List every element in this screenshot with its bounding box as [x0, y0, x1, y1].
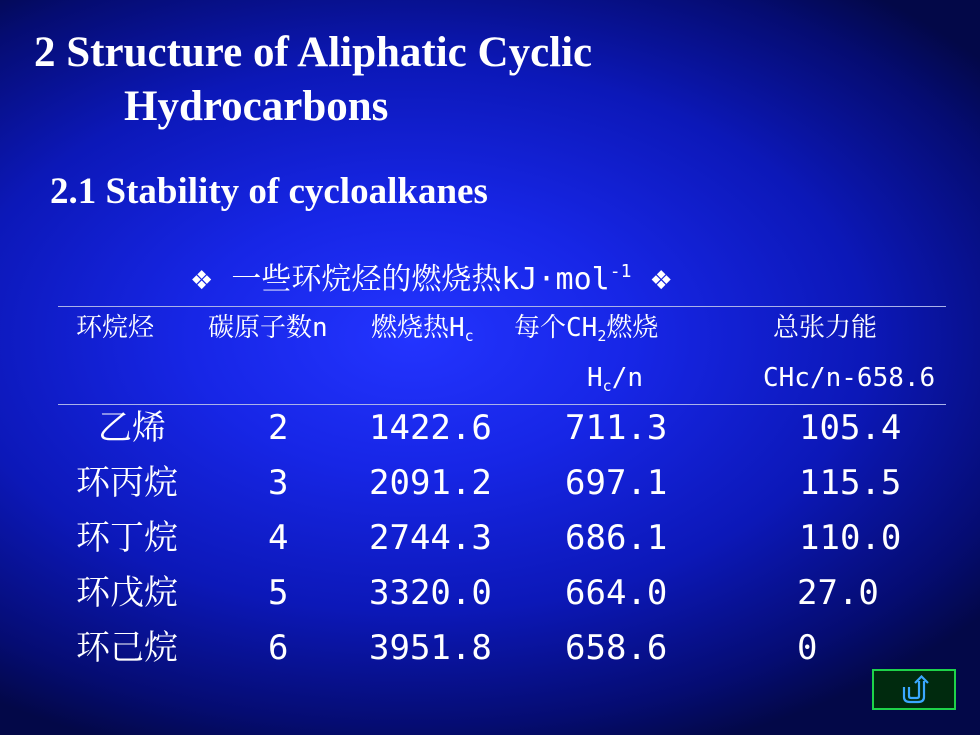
cell-per-ch2: 686.1	[565, 518, 668, 558]
cell-strain: 105.4	[799, 408, 902, 448]
header-carbon-count: 碳原子数n	[208, 313, 328, 343]
caption-text: 一些环烷烃的燃烧热kJ·mol	[213, 262, 610, 297]
cell-hc: 2091.2	[369, 463, 492, 503]
bullet-icon: ❖	[649, 266, 673, 296]
header-per-ch2-formula: $H_c/n$	[587, 363, 643, 395]
header-heat-of-combustion: 燃烧热$H_c$	[371, 313, 474, 345]
bullet-icon: ❖	[190, 266, 214, 296]
cell-name: 乙烯	[98, 408, 166, 448]
cell-name: 环丙烷	[76, 463, 178, 503]
table-top-rule	[58, 306, 946, 307]
cell-hc: 2744.3	[369, 518, 492, 558]
cell-per-ch2: 697.1	[565, 463, 668, 503]
cell-per-ch2: 658.6	[565, 628, 668, 668]
cell-per-ch2: 664.0	[565, 573, 668, 613]
cell-n: 2	[268, 408, 289, 448]
header-cycloalkane: 环烷烃	[76, 313, 155, 343]
caption-superscript: -1	[609, 261, 632, 282]
header-strain-formula: CHc/n-658.6	[763, 363, 936, 393]
cell-name: 环己烷	[76, 628, 178, 668]
cell-hc: 3951.8	[369, 628, 492, 668]
cell-strain: 115.5	[799, 463, 902, 503]
slide-title	[34, 26, 592, 134]
cell-strain: 110.0	[799, 518, 902, 558]
cell-name: 环丁烷	[76, 518, 178, 558]
table-header-rule	[58, 404, 946, 405]
cell-n: 3	[268, 463, 289, 503]
slide-title-line1: 2 Structure of Aliphatic Cyclic	[34, 29, 593, 76]
header-total-strain: 总张力能	[773, 313, 878, 343]
return-arrow-icon	[897, 675, 931, 705]
cell-hc: 1422.6	[369, 408, 492, 448]
cell-name: 环戊烷	[76, 573, 178, 613]
cell-hc: 3320.0	[369, 573, 492, 613]
cell-n: 5	[268, 573, 289, 613]
cell-strain: 0	[797, 628, 818, 668]
return-button[interactable]	[872, 669, 956, 710]
cell-n: 4	[268, 518, 289, 558]
cell-per-ch2: 711.3	[565, 408, 668, 448]
cell-strain: 27.0	[797, 573, 879, 613]
table-caption	[190, 252, 830, 301]
cell-n: 6	[268, 628, 289, 668]
slide-title-line2: Hydrocarbons	[124, 83, 389, 130]
section-subtitle: 2.1 Stability of cycloalkanes	[50, 171, 488, 212]
header-per-ch2: 每个$CH_2$燃烧	[514, 313, 659, 345]
